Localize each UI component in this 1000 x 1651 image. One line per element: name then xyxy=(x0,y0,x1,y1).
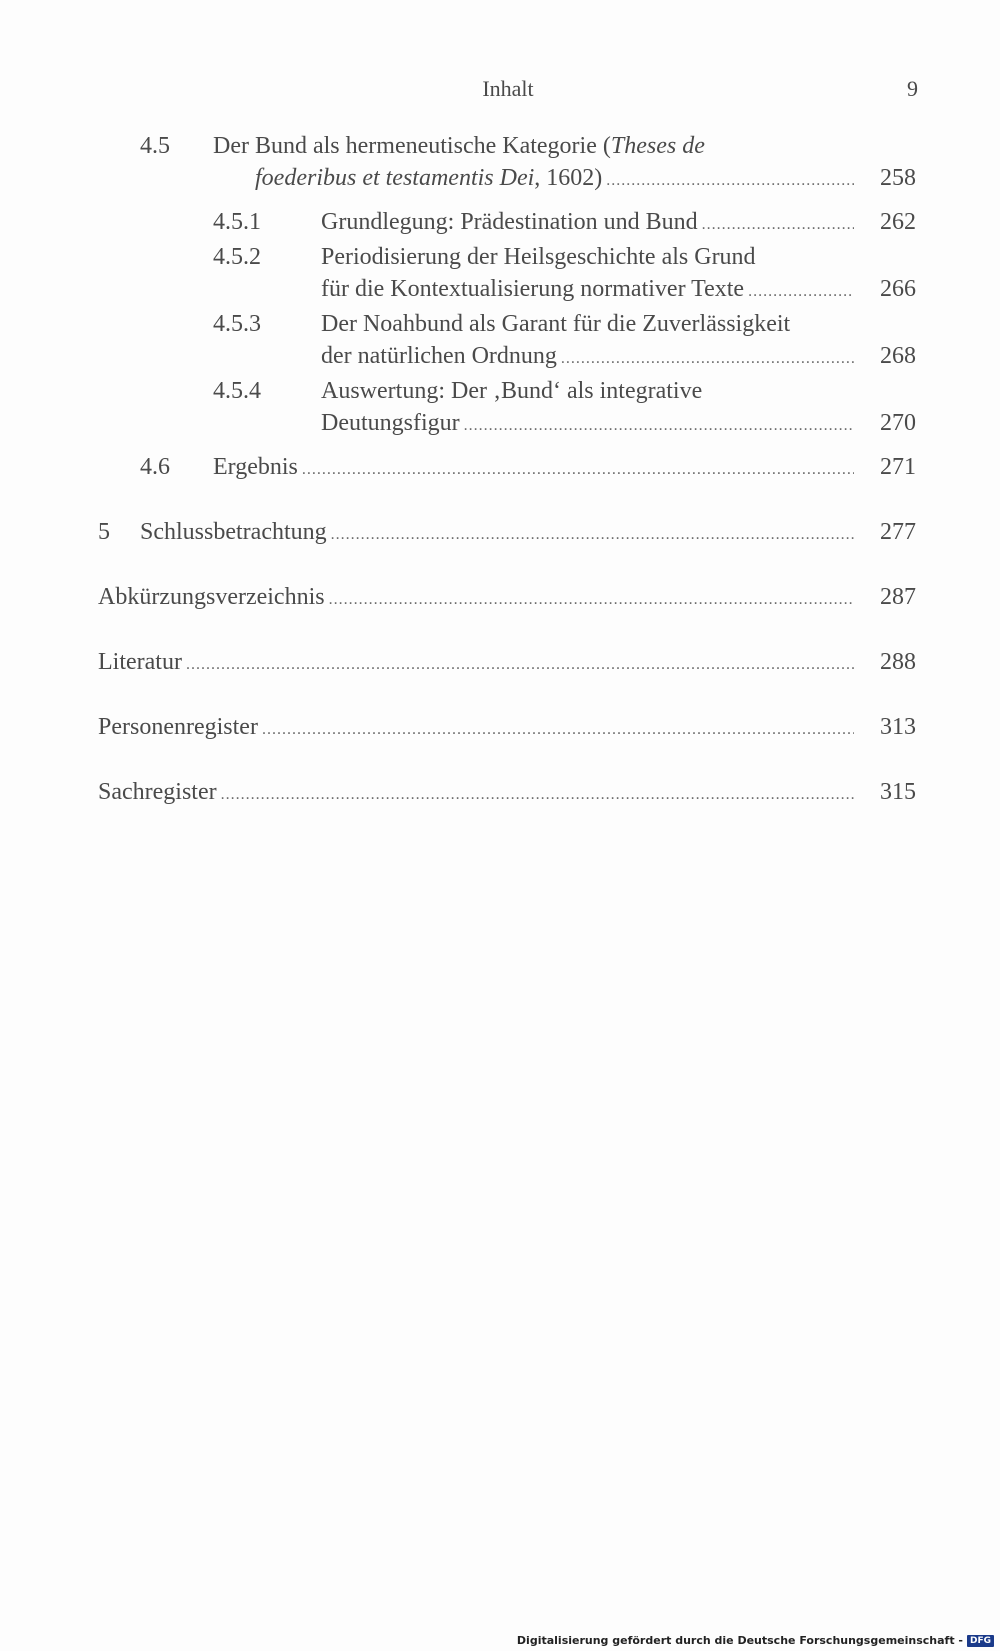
toc-title-continued xyxy=(255,162,602,194)
toc-entry-4-5-2[interactable] xyxy=(98,241,916,308)
toc-entry-5[interactable] xyxy=(98,516,916,551)
toc-title xyxy=(213,130,705,162)
toc-line-continued xyxy=(213,273,916,308)
running-head-page-number: 9 xyxy=(907,76,918,101)
toc-page-number: 287 xyxy=(880,584,916,610)
dot-leader xyxy=(702,209,854,241)
toc-title-italic: foederibus et testamentis Dei xyxy=(255,165,535,191)
toc-number: 5 xyxy=(98,519,110,545)
toc-page-number: 315 xyxy=(880,779,916,805)
toc-page-number: 258 xyxy=(880,165,916,191)
toc-line xyxy=(98,646,916,681)
toc-title: Grundlegung: Prädestination und Bund xyxy=(321,209,698,235)
toc-title-continued: für die Kontextualisierung normativer Texte xyxy=(321,276,745,302)
toc-number: 4.5.2 xyxy=(213,244,261,270)
dot-leader xyxy=(302,454,854,486)
toc-title: Literatur xyxy=(98,649,182,675)
toc-page-number: 277 xyxy=(880,519,916,545)
dot-leader xyxy=(331,519,854,551)
toc-title-continued: der natürlichen Ordnung xyxy=(321,343,557,369)
toc-line-continued xyxy=(213,407,916,442)
dot-leader xyxy=(221,779,854,811)
dot-leader xyxy=(561,343,854,375)
toc-entry-sachregister[interactable] xyxy=(98,776,916,811)
dfg-logo: DFG xyxy=(967,1635,994,1647)
toc-title: Auswertung: Der ‚Bund‘ als integrative xyxy=(321,378,703,404)
toc-title-part: , 1602) xyxy=(534,165,603,191)
toc-page-number: 268 xyxy=(880,343,916,369)
toc-title: Ergebnis xyxy=(213,454,298,480)
toc-page-number: 266 xyxy=(880,276,916,302)
toc-line xyxy=(140,451,916,486)
dot-leader xyxy=(748,276,854,308)
toc-page-number: 288 xyxy=(880,649,916,675)
toc-number: 4.5.1 xyxy=(213,209,261,235)
table-of-contents xyxy=(98,130,916,811)
funding-footer xyxy=(517,1634,994,1647)
toc-title-italic: Theses de xyxy=(610,133,705,159)
toc-entry-4-5-4[interactable] xyxy=(98,375,916,442)
toc-entry-4-6[interactable] xyxy=(98,451,916,486)
toc-page-number: 271 xyxy=(880,454,916,480)
toc-line-continued xyxy=(140,162,916,197)
toc-title: Der Noahbund als Garant für die Zuverlässigkeit xyxy=(321,311,791,337)
toc-title: Sachregister xyxy=(98,779,217,805)
toc-entry-abkuerzungsverzeichnis[interactable] xyxy=(98,581,916,616)
dot-leader xyxy=(186,649,854,681)
dot-leader xyxy=(262,714,854,746)
dot-leader xyxy=(464,410,854,442)
toc-entry-4-5[interactable] xyxy=(98,130,916,197)
toc-line xyxy=(98,711,916,746)
toc-line xyxy=(213,206,916,241)
dot-leader xyxy=(329,584,854,616)
toc-line xyxy=(98,776,916,811)
toc-number: 4.5 xyxy=(140,133,170,159)
toc-entry-4-5-1[interactable] xyxy=(98,206,916,241)
running-head xyxy=(98,76,918,106)
toc-line-continued xyxy=(213,340,916,375)
toc-number: 4.5.4 xyxy=(213,378,261,404)
running-head-title: Inhalt xyxy=(482,76,534,101)
toc-title-part: Der Bund als hermeneutische Kategorie ( xyxy=(213,133,611,159)
toc-entry-personenregister[interactable] xyxy=(98,711,916,746)
toc-line xyxy=(213,308,916,340)
toc-entry-4-5-3[interactable] xyxy=(98,308,916,375)
toc-title: Schlussbetrachtung xyxy=(140,519,327,545)
toc-number: 4.5.3 xyxy=(213,311,261,337)
toc-line xyxy=(98,581,916,616)
toc-line xyxy=(98,516,916,551)
toc-title: Personenregister xyxy=(98,714,258,740)
toc-title: Periodisierung der Heilsgeschichte als Grund xyxy=(321,244,756,270)
toc-entry-literatur[interactable] xyxy=(98,646,916,681)
toc-page-number: 270 xyxy=(880,410,916,436)
toc-number: 4.6 xyxy=(140,454,170,480)
toc-page-number: 262 xyxy=(880,209,916,235)
toc-page-number: 313 xyxy=(880,714,916,740)
toc-line xyxy=(140,130,916,162)
toc-title-continued: Deutungsfigur xyxy=(321,410,460,436)
toc-line xyxy=(213,241,916,273)
dot-leader xyxy=(606,165,854,197)
toc-title: Abkürzungsverzeichnis xyxy=(98,584,325,610)
funding-footer-text: Digitalisierung gefördert durch die Deutsche Forschungsgemeinschaft - xyxy=(516,1634,963,1647)
toc-line xyxy=(213,375,916,407)
